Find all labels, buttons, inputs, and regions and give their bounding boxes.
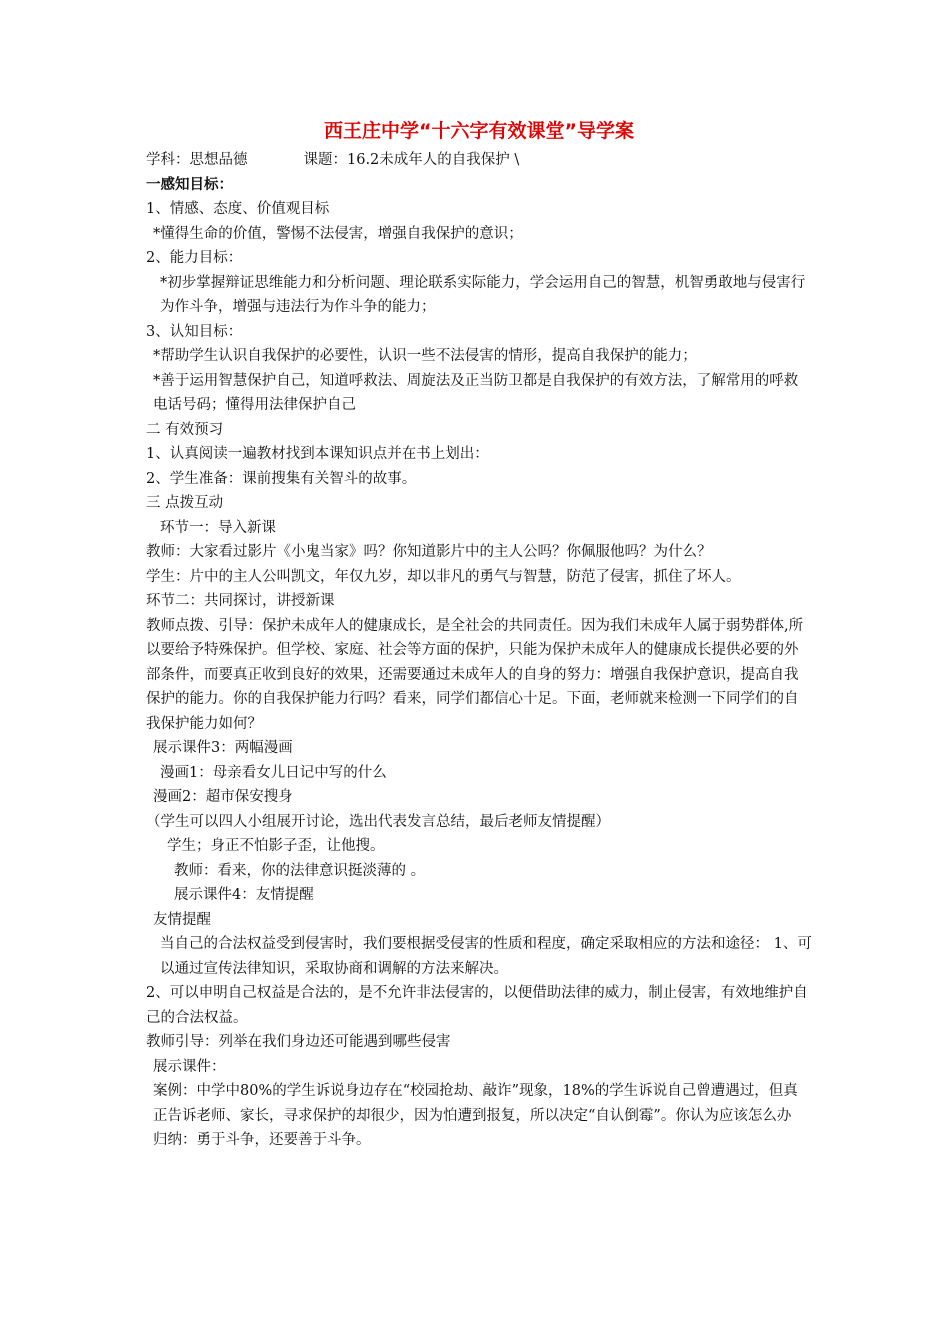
- document-page: [146, 118, 812, 1153]
- paragraph: 教师：大家看过影片《小鬼当家》吗？你知道影片中的主人公吗？你佩服他吗？为什么？: [146, 544, 712, 560]
- paragraph: 三 点拨互动: [146, 495, 224, 511]
- paragraph: *帮助学生认识自我保护的必要性，认识一些不法侵害的情形，提高自我保护的能力；: [153, 348, 697, 364]
- paragraph: 教师引导：列举在我们身边还可能遇到哪些侵害: [146, 1034, 451, 1050]
- paragraph: 2、学生准备：课前搜集有关智斗的故事。: [146, 470, 417, 487]
- paragraph: 环节二：共同探讨，讲授新课: [146, 593, 335, 609]
- paragraph: 1、情感、态度、价值观目标: [146, 201, 330, 217]
- paragraph: 学生：片中的主人公叫凯文，年仅九岁，却以非凡的勇气与智慧，防范了侵害，抓住了坏人。: [146, 568, 741, 585]
- paragraph: （学生可以四人小组展开讨论，选出代表发言总结，最后老师友情提醒）: [146, 813, 610, 830]
- paragraph: 展示课件3：两幅漫画: [153, 740, 293, 756]
- paragraph: 归纳：勇于斗争，还要善于斗争。: [153, 1132, 371, 1148]
- paragraph: 环节一：导入新课: [160, 519, 276, 536]
- paragraph: 漫画2：超市保安搜身: [153, 789, 293, 805]
- document-body: [146, 173, 812, 1153]
- paragraph: 1、认真阅读一遍教材找到本课知识点并在书上划出：: [146, 446, 489, 462]
- subject-label: 学科：思想品德: [146, 152, 248, 168]
- paragraph: 教师点拨、引导：保护未成年人的健康成长，是全社会的共同责任。因为我们未成年人属于弱势群体,所以要给予特殊保护。但学校、家庭、社会等方面的保护，只能为保护未成年人的健康成长提供必要的外部条件，而要真正收到良好的效果，还需要通过未成年人的自身的努力：增强自我保护意识，提高自我保护的能力。你的自我保护能力行吗？看来，同学们都信心十足。下面，老师就来检测一下同学们的自我保护能力如何？: [146, 617, 804, 732]
- paragraph: 案例：中学中80%的学生诉说身边存在“校园抢劫、敲诈”现象，18%的学生诉说自己曾遭遇过，但真正告诉老师、家长，寻求保护的却很少，因为怕遭到报复，所以决定“自认倒霉”。你认为应该怎么办: [153, 1083, 798, 1124]
- paragraph: 展示课件：: [153, 1058, 226, 1075]
- paragraph: 一感知目标：: [146, 175, 233, 193]
- document-title: 西王庄中学“十六字有效课堂”导学案: [324, 120, 634, 142]
- paragraph: 漫画1：母亲看女儿日记中写的什么: [160, 764, 387, 781]
- topic-label: 课题：16.2未成年人的自我保护 \: [303, 152, 520, 168]
- paragraph: 2、能力目标：: [146, 250, 243, 266]
- paragraph: 教师：看来，你的法律意识挺淡薄的 。: [174, 862, 426, 879]
- paragraph: *懂得生命的价值，警惕不法侵害，增强自我保护的意识；: [153, 225, 523, 242]
- paragraph: 当自己的合法权益受到侵害时，我们要根据受侵害的性质和程度，确定采取相应的方法和途径： 1、可以通过宣传法律知识，采取协商和调解的方法来解决。: [160, 936, 812, 977]
- paragraph: *善于运用智慧保护自己，知道呼救法、周旋法及正当防卫都是自我保护的有效方法，了解常用的呼救电话号码；懂得用法律保护自己: [153, 372, 799, 413]
- paragraph: 学生；身正不怕影子歪，让他搜。: [167, 838, 385, 854]
- paragraph: *初步掌握辩证思维能力和分析问题、理论联系实际能力，学会运用自己的智慧，机智勇敢地与侵害行为作斗争，增强与违法行为作斗争的能力；: [160, 274, 806, 315]
- paragraph: 3、认知目标：: [146, 323, 243, 340]
- meta-line: [146, 148, 812, 173]
- paragraph: 2、可以申明自己权益是合法的，是不允许非法侵害的，以便借助法律的威力，制止侵害，有效地维护自己的合法权益。: [146, 985, 808, 1026]
- paragraph: 友情提醒: [153, 911, 211, 928]
- paragraph: 展示课件4：友情提醒: [174, 887, 314, 903]
- paragraph: 二 有效预习: [146, 421, 224, 438]
